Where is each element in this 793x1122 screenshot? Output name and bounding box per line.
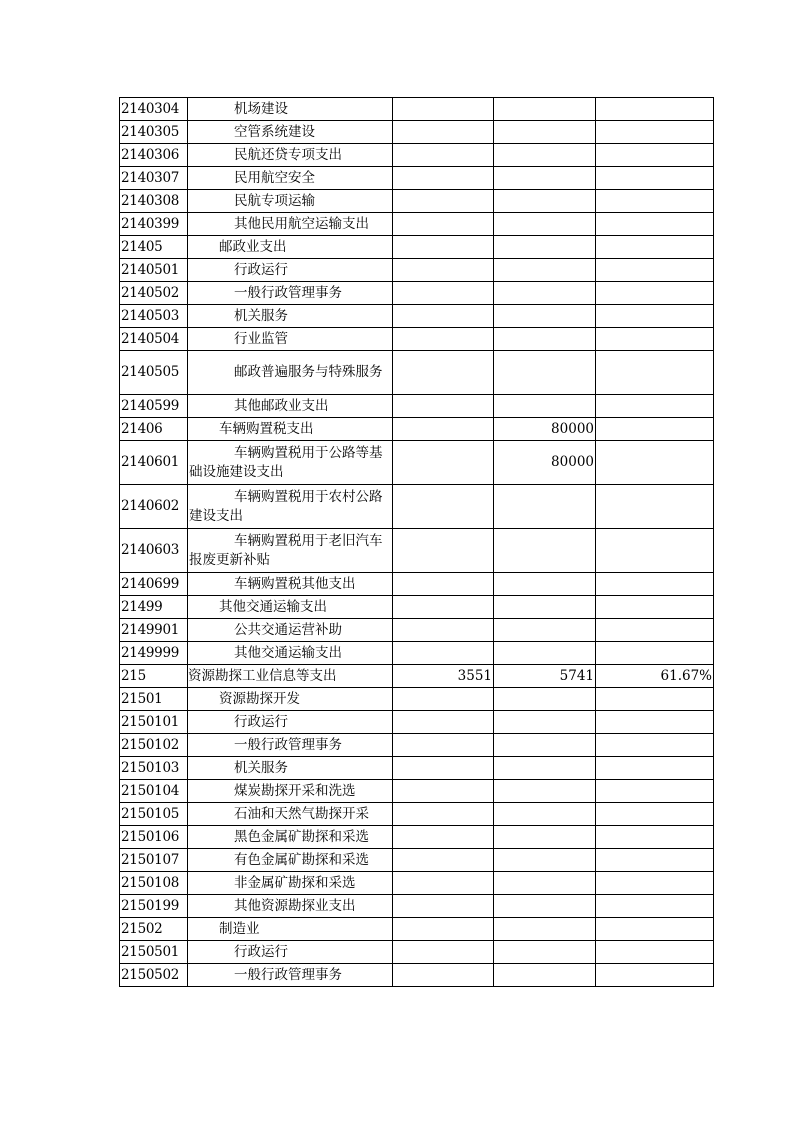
budget-value-cell bbox=[393, 259, 494, 282]
budget-value-cell bbox=[393, 757, 494, 780]
budget-value-cell bbox=[393, 485, 494, 529]
subject-code-cell: 2150104 bbox=[120, 780, 188, 803]
subject-code-cell: 2140307 bbox=[120, 167, 188, 190]
subject-code-cell: 2140304 bbox=[120, 98, 188, 121]
table-row bbox=[120, 305, 714, 328]
table-row bbox=[120, 619, 714, 642]
percentage-cell bbox=[596, 711, 714, 734]
subject-name-cell: 邮政业支出 bbox=[188, 236, 393, 259]
table-row bbox=[120, 826, 714, 849]
adjusted-value-cell bbox=[494, 734, 596, 757]
percentage-cell bbox=[596, 98, 714, 121]
budget-value-cell bbox=[393, 441, 494, 485]
subject-code-cell: 21499 bbox=[120, 596, 188, 619]
percentage-cell bbox=[596, 964, 714, 987]
percentage-cell bbox=[596, 282, 714, 305]
budget-value-cell bbox=[393, 895, 494, 918]
percentage-cell bbox=[596, 485, 714, 529]
subject-name-cell: 其他交通运输支出 bbox=[188, 596, 393, 619]
budget-value-cell bbox=[393, 328, 494, 351]
subject-name-cell: 车辆购置税支出 bbox=[188, 418, 393, 441]
subject-name-cell: 资源勘探工业信息等支出 bbox=[188, 665, 393, 688]
budget-value-cell bbox=[393, 872, 494, 895]
subject-code-cell: 2140503 bbox=[120, 305, 188, 328]
subject-code-cell: 2150108 bbox=[120, 872, 188, 895]
budget-value-cell: 3551 bbox=[393, 665, 494, 688]
table-row bbox=[120, 642, 714, 665]
adjusted-value-cell bbox=[494, 780, 596, 803]
subject-code-cell: 21501 bbox=[120, 688, 188, 711]
subject-code-cell: 2140305 bbox=[120, 121, 188, 144]
percentage-cell bbox=[596, 529, 714, 573]
percentage-cell bbox=[596, 441, 714, 485]
subject-name-cell: 车辆购置税其他支出 bbox=[188, 573, 393, 596]
subject-code-cell: 2140306 bbox=[120, 144, 188, 167]
table-row bbox=[120, 895, 714, 918]
budget-value-cell bbox=[393, 98, 494, 121]
subject-name-cell: 行政运行 bbox=[188, 711, 393, 734]
budget-value-cell bbox=[393, 573, 494, 596]
percentage-cell: 61.67% bbox=[596, 665, 714, 688]
percentage-cell bbox=[596, 826, 714, 849]
table-row bbox=[120, 144, 714, 167]
budget-value-cell bbox=[393, 236, 494, 259]
percentage-cell bbox=[596, 596, 714, 619]
budget-value-cell bbox=[393, 918, 494, 941]
adjusted-value-cell bbox=[494, 351, 596, 395]
table-row bbox=[120, 190, 714, 213]
subject-name-cell: 行政运行 bbox=[188, 259, 393, 282]
percentage-cell bbox=[596, 849, 714, 872]
subject-code-cell: 2150107 bbox=[120, 849, 188, 872]
adjusted-value-cell bbox=[494, 190, 596, 213]
budget-value-cell bbox=[393, 529, 494, 573]
subject-name-cell: 一般行政管理事务 bbox=[188, 734, 393, 757]
subject-code-cell: 2150105 bbox=[120, 803, 188, 826]
subject-name-cell: 石油和天然气勘探开采 bbox=[188, 803, 393, 826]
adjusted-value-cell bbox=[494, 485, 596, 529]
adjusted-value-cell bbox=[494, 213, 596, 236]
subject-code-cell: 21502 bbox=[120, 918, 188, 941]
budget-value-cell bbox=[393, 144, 494, 167]
adjusted-value-cell bbox=[494, 167, 596, 190]
subject-code-cell: 215 bbox=[120, 665, 188, 688]
budget-value-cell bbox=[393, 688, 494, 711]
percentage-cell bbox=[596, 190, 714, 213]
subject-name-cell: 一般行政管理事务 bbox=[188, 282, 393, 305]
subject-code-cell: 2150103 bbox=[120, 757, 188, 780]
subject-name-cell: 有色金属矿勘探和采选 bbox=[188, 849, 393, 872]
budget-value-cell bbox=[393, 213, 494, 236]
subject-code-cell: 21406 bbox=[120, 418, 188, 441]
subject-code-cell: 2149901 bbox=[120, 619, 188, 642]
subject-code-cell: 2140699 bbox=[120, 573, 188, 596]
table-row bbox=[120, 964, 714, 987]
table-row bbox=[120, 757, 714, 780]
subject-name-cell: 机场建设 bbox=[188, 98, 393, 121]
table-row bbox=[120, 711, 714, 734]
table-row bbox=[120, 485, 714, 529]
adjusted-value-cell bbox=[494, 826, 596, 849]
table-row bbox=[120, 236, 714, 259]
subject-code-cell: 2150106 bbox=[120, 826, 188, 849]
adjusted-value-cell bbox=[494, 619, 596, 642]
subject-code-cell: 2150102 bbox=[120, 734, 188, 757]
adjusted-value-cell bbox=[494, 803, 596, 826]
budget-value-cell bbox=[393, 780, 494, 803]
table-row bbox=[120, 351, 714, 395]
subject-code-cell: 2140505 bbox=[120, 351, 188, 395]
subject-name-cell: 机关服务 bbox=[188, 757, 393, 780]
subject-name-cell: 其他交通运输支出 bbox=[188, 642, 393, 665]
table-row bbox=[120, 734, 714, 757]
budget-value-cell bbox=[393, 711, 494, 734]
adjusted-value-cell bbox=[494, 529, 596, 573]
percentage-cell bbox=[596, 259, 714, 282]
percentage-cell bbox=[596, 351, 714, 395]
adjusted-value-cell bbox=[494, 259, 596, 282]
subject-code-cell: 2150501 bbox=[120, 941, 188, 964]
table-row bbox=[120, 328, 714, 351]
subject-code-cell: 2140502 bbox=[120, 282, 188, 305]
table-row bbox=[120, 688, 714, 711]
table-row bbox=[120, 849, 714, 872]
budget-value-cell bbox=[393, 282, 494, 305]
adjusted-value-cell bbox=[494, 918, 596, 941]
adjusted-value-cell: 80000 bbox=[494, 418, 596, 441]
budget-value-cell bbox=[393, 734, 494, 757]
adjusted-value-cell: 80000 bbox=[494, 441, 596, 485]
subject-name-cell: 邮政普遍服务与特殊服务 bbox=[188, 351, 393, 395]
percentage-cell bbox=[596, 213, 714, 236]
table-row bbox=[120, 573, 714, 596]
subject-name-cell: 民航还贷专项支出 bbox=[188, 144, 393, 167]
budget-value-cell bbox=[393, 190, 494, 213]
subject-code-cell: 2140599 bbox=[120, 395, 188, 418]
percentage-cell bbox=[596, 918, 714, 941]
percentage-cell bbox=[596, 418, 714, 441]
subject-name-cell: 一般行政管理事务 bbox=[188, 964, 393, 987]
subject-name-cell: 其他民用航空运输支出 bbox=[188, 213, 393, 236]
table-row bbox=[120, 282, 714, 305]
adjusted-value-cell bbox=[494, 98, 596, 121]
subject-code-cell: 2140603 bbox=[120, 529, 188, 573]
percentage-cell bbox=[596, 734, 714, 757]
budget-value-cell bbox=[393, 395, 494, 418]
adjusted-value-cell bbox=[494, 573, 596, 596]
adjusted-value-cell bbox=[494, 121, 596, 144]
budget-value-cell bbox=[393, 596, 494, 619]
percentage-cell bbox=[596, 895, 714, 918]
adjusted-value-cell bbox=[494, 872, 596, 895]
adjusted-value-cell bbox=[494, 305, 596, 328]
subject-name-cell: 非金属矿勘探和采选 bbox=[188, 872, 393, 895]
percentage-cell bbox=[596, 395, 714, 418]
percentage-cell bbox=[596, 642, 714, 665]
adjusted-value-cell bbox=[494, 757, 596, 780]
adjusted-value-cell bbox=[494, 642, 596, 665]
budget-value-cell bbox=[393, 642, 494, 665]
percentage-cell bbox=[596, 780, 714, 803]
adjusted-value-cell bbox=[494, 964, 596, 987]
subject-name-cell: 车辆购置税用于老旧汽车报废更新补贴 bbox=[188, 529, 393, 573]
subject-code-cell: 2140501 bbox=[120, 259, 188, 282]
subject-code-cell: 2149999 bbox=[120, 642, 188, 665]
table-row bbox=[120, 665, 714, 688]
adjusted-value-cell bbox=[494, 596, 596, 619]
percentage-cell bbox=[596, 688, 714, 711]
percentage-cell bbox=[596, 305, 714, 328]
table-row bbox=[120, 872, 714, 895]
table-row bbox=[120, 418, 714, 441]
percentage-cell bbox=[596, 144, 714, 167]
budget-value-cell bbox=[393, 964, 494, 987]
subject-name-cell: 行业监管 bbox=[188, 328, 393, 351]
table-row bbox=[120, 395, 714, 418]
table-row bbox=[120, 803, 714, 826]
subject-name-cell: 行政运行 bbox=[188, 941, 393, 964]
percentage-cell bbox=[596, 872, 714, 895]
subject-name-cell: 车辆购置税用于公路等基础设施建设支出 bbox=[188, 441, 393, 485]
budget-value-cell bbox=[393, 826, 494, 849]
budget-value-cell bbox=[393, 803, 494, 826]
budget-value-cell bbox=[393, 941, 494, 964]
budget-value-cell bbox=[393, 849, 494, 872]
subject-name-cell: 黑色金属矿勘探和采选 bbox=[188, 826, 393, 849]
subject-code-cell: 2140601 bbox=[120, 441, 188, 485]
subject-code-cell: 2140602 bbox=[120, 485, 188, 529]
subject-code-cell: 2150199 bbox=[120, 895, 188, 918]
percentage-cell bbox=[596, 619, 714, 642]
subject-name-cell: 空管系统建设 bbox=[188, 121, 393, 144]
budget-value-cell bbox=[393, 619, 494, 642]
table-row bbox=[120, 941, 714, 964]
table-body bbox=[120, 98, 714, 987]
adjusted-value-cell bbox=[494, 236, 596, 259]
subject-code-cell: 2150101 bbox=[120, 711, 188, 734]
table-row bbox=[120, 596, 714, 619]
subject-name-cell: 制造业 bbox=[188, 918, 393, 941]
subject-name-cell: 其他邮政业支出 bbox=[188, 395, 393, 418]
adjusted-value-cell bbox=[494, 328, 596, 351]
table-row bbox=[120, 213, 714, 236]
percentage-cell bbox=[596, 803, 714, 826]
budget-value-cell bbox=[393, 121, 494, 144]
percentage-cell bbox=[596, 328, 714, 351]
adjusted-value-cell bbox=[494, 395, 596, 418]
percentage-cell bbox=[596, 167, 714, 190]
table-row bbox=[120, 167, 714, 190]
subject-name-cell: 机关服务 bbox=[188, 305, 393, 328]
budget-expenditure-table bbox=[119, 97, 714, 987]
table-row bbox=[120, 780, 714, 803]
subject-code-cell: 2150502 bbox=[120, 964, 188, 987]
budget-value-cell bbox=[393, 305, 494, 328]
percentage-cell bbox=[596, 121, 714, 144]
adjusted-value-cell bbox=[494, 688, 596, 711]
subject-name-cell: 煤炭勘探开采和洗选 bbox=[188, 780, 393, 803]
subject-code-cell: 2140308 bbox=[120, 190, 188, 213]
table-row bbox=[120, 441, 714, 485]
table-row bbox=[120, 918, 714, 941]
subject-name-cell: 其他资源勘探业支出 bbox=[188, 895, 393, 918]
budget-value-cell bbox=[393, 418, 494, 441]
subject-code-cell: 2140504 bbox=[120, 328, 188, 351]
table-row bbox=[120, 259, 714, 282]
adjusted-value-cell bbox=[494, 282, 596, 305]
percentage-cell bbox=[596, 757, 714, 780]
percentage-cell bbox=[596, 236, 714, 259]
subject-code-cell: 21405 bbox=[120, 236, 188, 259]
adjusted-value-cell bbox=[494, 941, 596, 964]
subject-code-cell: 2140399 bbox=[120, 213, 188, 236]
subject-name-cell: 民用航空安全 bbox=[188, 167, 393, 190]
table-row bbox=[120, 98, 714, 121]
subject-name-cell: 民航专项运输 bbox=[188, 190, 393, 213]
adjusted-value-cell: 5741 bbox=[494, 665, 596, 688]
percentage-cell bbox=[596, 941, 714, 964]
subject-name-cell: 公共交通运营补助 bbox=[188, 619, 393, 642]
adjusted-value-cell bbox=[494, 895, 596, 918]
percentage-cell bbox=[596, 573, 714, 596]
subject-name-cell: 车辆购置税用于农村公路建设支出 bbox=[188, 485, 393, 529]
budget-value-cell bbox=[393, 351, 494, 395]
adjusted-value-cell bbox=[494, 711, 596, 734]
table-row bbox=[120, 529, 714, 573]
adjusted-value-cell bbox=[494, 849, 596, 872]
subject-name-cell: 资源勘探开发 bbox=[188, 688, 393, 711]
adjusted-value-cell bbox=[494, 144, 596, 167]
budget-value-cell bbox=[393, 167, 494, 190]
table-row bbox=[120, 121, 714, 144]
